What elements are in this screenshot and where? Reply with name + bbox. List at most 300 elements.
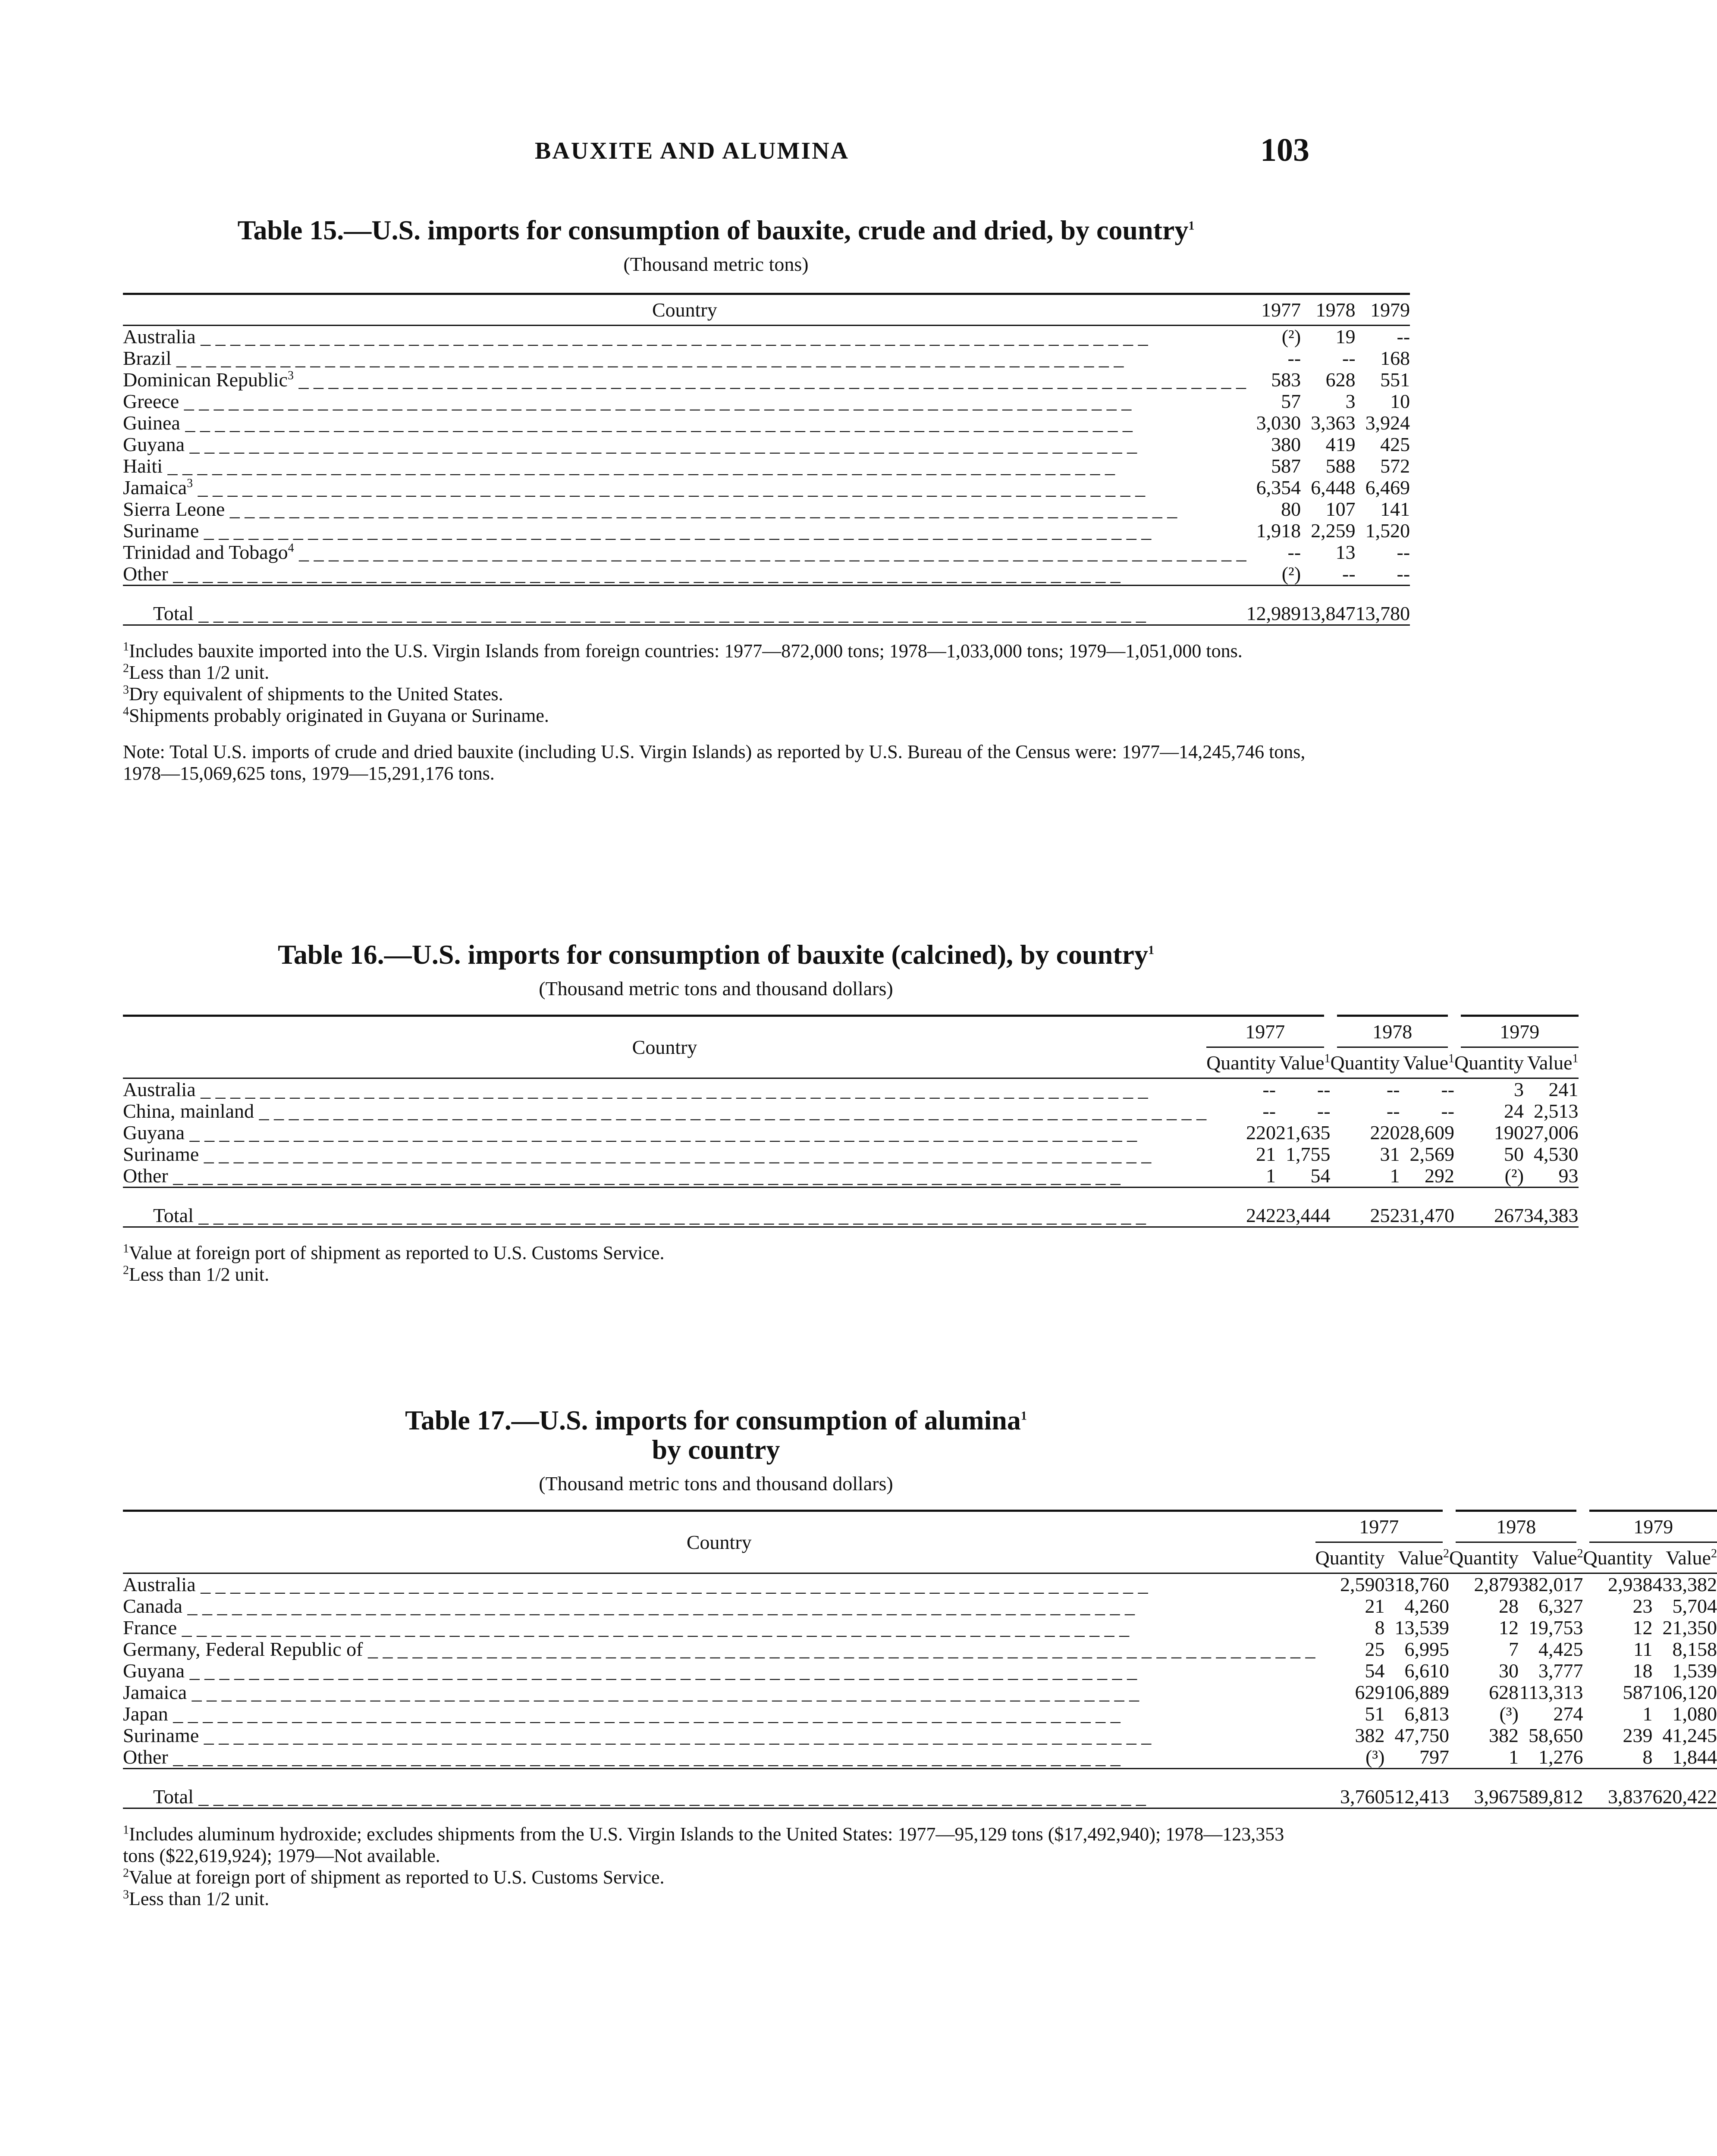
table-15-grid xyxy=(123,293,1410,626)
row-label xyxy=(123,412,1246,434)
row-label xyxy=(123,1573,1315,1596)
row-label xyxy=(123,1078,1206,1101)
table-cell: 8,158 xyxy=(1672,1638,1717,1660)
table-cell: 6,995 xyxy=(1404,1638,1449,1660)
table-cell: 587 xyxy=(1623,1681,1653,1703)
footnote-text: Shipments probably originated in Guyana or Suriname. xyxy=(129,705,549,726)
column-header xyxy=(1449,1542,1519,1573)
table-row xyxy=(123,1144,1579,1165)
table-cell: 28,609 xyxy=(1400,1122,1455,1144)
footnote-mark: 4 xyxy=(123,704,129,718)
table-row xyxy=(123,542,1410,563)
footnote-ref: 2 xyxy=(1711,1547,1717,1561)
table-cell: 19 xyxy=(1335,326,1356,348)
footnote xyxy=(123,1824,1309,1867)
table-cell: 220 xyxy=(1246,1122,1276,1144)
table-cell: 6,354 xyxy=(1256,476,1301,498)
table-row xyxy=(123,520,1410,542)
table-cell: 4,260 xyxy=(1404,1595,1449,1617)
table-17-subtitle: (Thousand metric tons and thousand dollars) xyxy=(539,1473,893,1495)
table-row xyxy=(123,1725,1717,1746)
table-cell: 1,276 xyxy=(1519,1746,1583,1769)
country-name: Jamaica xyxy=(123,476,187,498)
table-row xyxy=(123,1165,1579,1188)
table-cell: 8 xyxy=(1583,1746,1652,1769)
row-label xyxy=(123,1617,1315,1639)
table-cell: 54 xyxy=(1276,1165,1331,1188)
table-cell: 274 xyxy=(1553,1703,1583,1725)
table-cell: 50 xyxy=(1504,1143,1524,1165)
table-cell: -- xyxy=(1386,1100,1400,1122)
subheader-label: Quantity xyxy=(1449,1547,1519,1569)
table-cell: 93 xyxy=(1524,1165,1579,1188)
table-17-title: Table 17.—U.S. imports for consumption of alumina$^1$ by country xyxy=(405,1405,1027,1465)
table-cell: 3,924 xyxy=(1365,412,1410,434)
subheader-label: Quantity xyxy=(1583,1547,1653,1569)
table-cell: 292 xyxy=(1400,1165,1455,1188)
table-cell: 11 xyxy=(1633,1638,1653,1660)
footnote-mark: 1 xyxy=(123,1823,129,1836)
country-name: Guyana xyxy=(123,433,185,455)
year-header: 1979 xyxy=(1454,1016,1578,1047)
country-name: Other xyxy=(123,1165,168,1187)
subheader-label: Quantity xyxy=(1454,1052,1524,1074)
country-name: Suriname xyxy=(123,1143,199,1165)
table-cell: 1,080 xyxy=(1672,1703,1717,1725)
footnote-mark: 2 xyxy=(123,1866,129,1880)
table-cell: 242 xyxy=(1206,1188,1276,1227)
table-cell: 106,120 xyxy=(1652,1681,1717,1703)
column-header: 1978 xyxy=(1301,294,1356,326)
table-cell: 51 xyxy=(1365,1703,1385,1725)
table-cell: 2,569 xyxy=(1409,1143,1455,1165)
table-cell: 3,363 xyxy=(1311,412,1356,434)
year-header: 1978 xyxy=(1449,1511,1583,1542)
table-cell: -- xyxy=(1441,1100,1455,1122)
table-cell: 1,918 xyxy=(1256,520,1301,542)
table-cell: 797 xyxy=(1384,1746,1449,1769)
table-cell: 18 xyxy=(1632,1660,1653,1682)
row-label xyxy=(123,1639,1315,1660)
running-head: BAUXITE AND ALUMINA xyxy=(535,138,850,164)
footnote-mark: 3 xyxy=(123,683,129,696)
footnote-ref: 2 xyxy=(1443,1547,1449,1561)
table-cell: 13,780 xyxy=(1356,586,1410,625)
total-label: Total xyxy=(153,1785,194,1808)
table-16-title: Table 16.—U.S. imports for consumption of bauxite (calcined), by country$^1$ xyxy=(278,939,1154,970)
table-cell: -- xyxy=(1262,1100,1276,1122)
total-row xyxy=(123,1769,1717,1808)
table-cell: 2,590 xyxy=(1340,1573,1385,1595)
table-row xyxy=(123,1682,1717,1703)
country-name: Australia xyxy=(123,1573,196,1595)
row-label xyxy=(123,1769,1315,1808)
country-name: Greece xyxy=(123,390,179,412)
table-cell: 2,513 xyxy=(1534,1100,1579,1122)
table-cell: 41,245 xyxy=(1662,1724,1717,1746)
table-cell: 24 xyxy=(1504,1100,1524,1122)
table-cell: 54 xyxy=(1365,1660,1385,1682)
table-cell: 6,469 xyxy=(1365,476,1410,498)
year-header: 1977 xyxy=(1206,1016,1330,1047)
table-15-subtitle: (Thousand metric tons) xyxy=(623,253,809,275)
table-row xyxy=(123,1100,1579,1122)
table-cell: 512,413 xyxy=(1384,1769,1449,1808)
column-header: Country xyxy=(123,1511,1315,1573)
table-cell: 572 xyxy=(1380,455,1410,477)
table-cell: 30 xyxy=(1498,1660,1519,1682)
table-cell: -- xyxy=(1342,347,1356,369)
table-cell: 3 xyxy=(1514,1078,1524,1100)
table-cell: 1,539 xyxy=(1672,1660,1717,1682)
table-16-grid xyxy=(123,1015,1579,1228)
country-name: Sierra Leone xyxy=(123,498,225,520)
table-cell: 3,030 xyxy=(1256,412,1301,434)
footnote-mark: 1 xyxy=(123,1241,129,1255)
column-header xyxy=(1276,1047,1331,1078)
table-cell: 190 xyxy=(1494,1122,1524,1144)
row-label xyxy=(123,1682,1315,1703)
table-cell: 629 xyxy=(1355,1681,1385,1703)
table-cell: 620,422 xyxy=(1652,1769,1717,1808)
subheader-label: Value xyxy=(1398,1547,1443,1569)
column-header: 1977 xyxy=(1246,294,1301,326)
table-row xyxy=(123,498,1410,520)
table-cell: 80 xyxy=(1281,498,1301,520)
table-17-grid xyxy=(123,1510,1717,1809)
table-cell: 106,889 xyxy=(1384,1681,1449,1703)
table-cell: 113,313 xyxy=(1519,1681,1583,1703)
year-header-row xyxy=(123,1511,1717,1542)
table-cell: 31,470 xyxy=(1400,1188,1455,1227)
subheader-label: Value xyxy=(1403,1052,1449,1074)
table-15-footnotes xyxy=(123,640,1309,784)
subheader-label: Value xyxy=(1666,1547,1711,1569)
footnote-text: Less than 1/2 unit. xyxy=(129,661,270,683)
subheader-label: Value xyxy=(1527,1052,1573,1074)
table-cell: 318,760 xyxy=(1384,1573,1449,1595)
footnote-ref: 1 xyxy=(1324,1052,1331,1065)
footnote-ref: 1 xyxy=(1572,1052,1579,1065)
row-label xyxy=(123,1595,1315,1617)
footnote xyxy=(123,1264,1309,1285)
column-header xyxy=(1583,1542,1652,1573)
row-label xyxy=(123,1703,1315,1725)
country-name: Jamaica xyxy=(123,1681,187,1703)
country-name: Brazil xyxy=(123,347,172,369)
table-cell: 3,837 xyxy=(1583,1769,1652,1808)
column-header xyxy=(1315,1542,1385,1573)
table-cell: 628 xyxy=(1325,369,1356,391)
table-cell: (²) xyxy=(1281,326,1301,348)
country-name: Other xyxy=(123,1746,168,1768)
table-row xyxy=(123,369,1410,391)
table-cell: 587 xyxy=(1271,455,1301,477)
footnote-ref: 4 xyxy=(288,541,294,555)
table-cell: 47,750 xyxy=(1394,1724,1449,1746)
table-cell: 6,813 xyxy=(1404,1703,1449,1725)
table-16 xyxy=(123,939,1579,1285)
table-cell: 4,530 xyxy=(1534,1143,1579,1165)
column-header xyxy=(1519,1542,1583,1573)
country-name: Canada xyxy=(123,1595,182,1617)
table-cell: 628 xyxy=(1488,1681,1519,1703)
table-cell: 382,017 xyxy=(1518,1573,1583,1595)
country-name: Suriname xyxy=(123,1724,199,1746)
table-cell: -- xyxy=(1397,541,1410,563)
table-cell: 5,704 xyxy=(1672,1595,1717,1617)
footnote-ref: 3 xyxy=(287,369,294,382)
table-row xyxy=(123,1639,1717,1660)
table-cell: 34,383 xyxy=(1524,1188,1579,1227)
table-cell: 1 xyxy=(1642,1703,1653,1725)
row-label xyxy=(123,326,1246,348)
table-cell: 21,350 xyxy=(1662,1617,1717,1639)
row-label xyxy=(123,520,1246,542)
footnote xyxy=(123,640,1309,662)
table-cell: -- xyxy=(1262,1078,1276,1100)
footnote-ref: 1 xyxy=(1448,1052,1455,1065)
column-header: Country xyxy=(123,1016,1206,1078)
country-name: Guyana xyxy=(123,1122,185,1144)
country-name: Suriname xyxy=(123,520,199,542)
table-cell: 6,448 xyxy=(1311,476,1356,498)
table-cell: 25 xyxy=(1365,1638,1385,1660)
table-cell: 28 xyxy=(1498,1595,1519,1617)
footnote-ref: 3 xyxy=(187,476,193,490)
column-header xyxy=(1454,1047,1524,1078)
subheader-label: Value xyxy=(1279,1052,1325,1074)
table-cell: 21 xyxy=(1365,1595,1385,1617)
table-row xyxy=(123,326,1410,348)
table-cell: 8 xyxy=(1375,1617,1385,1639)
footnote-text: Value at foreign port of shipment as reported to U.S. Customs Service. xyxy=(129,1242,665,1263)
row-label xyxy=(123,434,1246,455)
table-row xyxy=(123,1078,1579,1101)
table-cell: 2,938 xyxy=(1607,1573,1653,1595)
table-cell: -- xyxy=(1441,1078,1455,1100)
row-label xyxy=(123,1660,1315,1682)
year-header: 1977 xyxy=(1315,1511,1449,1542)
subheader-label: Value xyxy=(1532,1547,1577,1569)
table-cell: 23,444 xyxy=(1276,1188,1331,1227)
row-label xyxy=(123,1725,1315,1746)
table-16-footnotes xyxy=(123,1242,1309,1285)
footnote-text: Dry equivalent of shipments to the United States. xyxy=(129,683,503,705)
row-label xyxy=(123,1165,1206,1188)
table-row xyxy=(123,1617,1717,1639)
table-cell: -- xyxy=(1386,1078,1400,1100)
row-label xyxy=(123,391,1246,412)
table-row xyxy=(123,412,1410,434)
table-cell: 31 xyxy=(1380,1143,1400,1165)
table-cell: 239 xyxy=(1623,1724,1653,1746)
row-label xyxy=(123,563,1246,586)
country-name: France xyxy=(123,1617,177,1639)
table-cell: 589,812 xyxy=(1519,1769,1583,1808)
row-label xyxy=(123,1188,1206,1227)
row-label xyxy=(123,542,1246,563)
table-cell: 382 xyxy=(1488,1724,1519,1746)
table-cell: -- xyxy=(1301,563,1356,586)
country-name: Australia xyxy=(123,1078,196,1100)
footnote xyxy=(123,1867,1309,1888)
column-header xyxy=(1384,1542,1449,1573)
table-cell: 588 xyxy=(1325,455,1356,477)
row-label xyxy=(123,455,1246,477)
page-number: 103 xyxy=(1260,132,1309,168)
table-row xyxy=(123,434,1410,455)
country-name: Guinea xyxy=(123,412,180,434)
table-cell: 141 xyxy=(1380,498,1410,520)
year-header: 1978 xyxy=(1331,1016,1454,1047)
column-header xyxy=(1524,1047,1579,1078)
footnote-mark: 1 xyxy=(123,639,129,653)
table-cell: 13,847 xyxy=(1301,586,1356,625)
table-cell: 551 xyxy=(1380,369,1410,391)
table-cell: (³) xyxy=(1315,1746,1385,1769)
column-header xyxy=(1652,1542,1717,1573)
table-cell: (³) xyxy=(1499,1703,1519,1725)
total-label: Total xyxy=(153,1204,194,1226)
footnote-text: Less than 1/2 unit. xyxy=(129,1263,270,1285)
table-row xyxy=(123,1660,1717,1682)
table-cell: -- xyxy=(1317,1078,1331,1100)
table-cell: 433,382 xyxy=(1652,1573,1717,1595)
table-cell: 3 xyxy=(1345,390,1356,412)
table-cell: 241 xyxy=(1548,1078,1579,1100)
footnote-mark: 2 xyxy=(123,1263,129,1277)
country-name: Australia xyxy=(123,326,196,348)
row-label xyxy=(123,1746,1315,1769)
table-row xyxy=(123,1746,1717,1769)
table-cell: 220 xyxy=(1370,1122,1400,1144)
table-cell: 107 xyxy=(1325,498,1356,520)
row-label xyxy=(123,1122,1206,1144)
table-cell: -- xyxy=(1287,347,1301,369)
table-cell: (²) xyxy=(1454,1165,1524,1188)
table-cell: 27,006 xyxy=(1524,1122,1579,1144)
row-label xyxy=(123,586,1246,625)
row-label xyxy=(123,498,1246,520)
table-cell: 6,327 xyxy=(1538,1595,1583,1617)
table-cell: 21 xyxy=(1256,1143,1276,1165)
table-cell: 7 xyxy=(1508,1638,1519,1660)
footnote-text: Value at foreign port of shipment as reported to U.S. Customs Service. xyxy=(129,1866,665,1888)
table-cell: 419 xyxy=(1325,433,1356,455)
table-row xyxy=(123,455,1410,477)
table-cell: 13,539 xyxy=(1394,1617,1449,1639)
table-cell: 425 xyxy=(1380,433,1410,455)
table-row xyxy=(123,563,1410,586)
row-label xyxy=(123,1144,1206,1165)
row-label xyxy=(123,369,1246,391)
table-cell: 3,777 xyxy=(1538,1660,1583,1682)
table-15-header-row xyxy=(123,294,1410,326)
subheader-label: Quantity xyxy=(1315,1547,1385,1569)
table-cell: 13 xyxy=(1335,541,1356,563)
year-header-row xyxy=(123,1016,1579,1047)
table-cell: (²) xyxy=(1246,563,1301,586)
table-row xyxy=(123,348,1410,369)
table-cell: -- xyxy=(1397,326,1410,348)
table-cell: 3,760 xyxy=(1315,1769,1385,1808)
country-name: Dominican Republic xyxy=(123,369,288,391)
table-cell: 1 xyxy=(1449,1746,1519,1769)
table-17 xyxy=(123,1405,1717,1910)
subheader-label: Quantity xyxy=(1206,1052,1276,1074)
footnote-mark: 2 xyxy=(123,661,129,675)
footnote-text: Less than 1/2 unit. xyxy=(129,1888,270,1909)
table-row xyxy=(123,1703,1717,1725)
table-cell: -- xyxy=(1287,541,1301,563)
footnote-ref: 2 xyxy=(1577,1547,1583,1561)
column-header xyxy=(1400,1047,1455,1078)
column-header: Country xyxy=(123,294,1246,326)
table-17-footnotes xyxy=(123,1824,1309,1910)
table-cell: -- xyxy=(1317,1100,1331,1122)
country-name: Guyana xyxy=(123,1660,185,1682)
table-cell: 1,755 xyxy=(1286,1143,1331,1165)
column-header: 1979 xyxy=(1356,294,1410,326)
table-cell: 21,635 xyxy=(1276,1122,1331,1144)
footnote xyxy=(123,662,1309,683)
table-cell: 12,989 xyxy=(1246,586,1301,625)
footnote xyxy=(123,683,1309,705)
total-row xyxy=(123,1188,1579,1227)
row-label xyxy=(123,1100,1206,1122)
table-cell: 2,879 xyxy=(1474,1573,1519,1595)
country-name: Trinidad and Tobago xyxy=(123,541,288,563)
table-15-title: Table 15.—U.S. imports for consumption of bauxite, crude and dried, by country$^1$ xyxy=(237,215,1195,245)
table-cell: 12 xyxy=(1498,1617,1519,1639)
column-header xyxy=(1206,1047,1276,1078)
table-15 xyxy=(123,215,1410,784)
table-cell: 19,753 xyxy=(1528,1617,1583,1639)
table-16-subtitle: (Thousand metric tons and thousand dollars) xyxy=(539,978,893,1000)
table-row xyxy=(123,391,1410,412)
table-cell: 6,610 xyxy=(1404,1660,1449,1682)
column-header xyxy=(1331,1047,1400,1078)
table-cell: 23 xyxy=(1632,1595,1653,1617)
table-15-note: Note: Total U.S. imports of crude and dried bauxite (including U.S. Virgin Islands) as reported by U.S. Bureau of the Census were: 1977—14,245,746 tons, 1978—15,069,625 tons, 1979—15,291,176 tons. xyxy=(123,741,1306,784)
table-cell: 57 xyxy=(1281,390,1301,412)
footnote-text: Includes bauxite imported into the U.S. Virgin Islands from foreign countries: 1977—872,000 tons; 1978—1,033,000 tons; 1979—1,051,000 tons. xyxy=(129,640,1243,661)
table-cell: 2,259 xyxy=(1311,520,1356,542)
table-cell: 1 xyxy=(1331,1165,1400,1188)
table-row xyxy=(123,477,1410,498)
row-label xyxy=(123,477,1246,498)
row-label xyxy=(123,348,1246,369)
country-name: Other xyxy=(123,563,168,585)
total-label: Total xyxy=(153,602,194,624)
table-cell: 583 xyxy=(1271,369,1301,391)
table-cell: 1,520 xyxy=(1365,520,1410,542)
table-cell: 382 xyxy=(1355,1724,1385,1746)
table-cell: 252 xyxy=(1331,1188,1400,1227)
table-cell: 380 xyxy=(1271,433,1301,455)
table-row xyxy=(123,1595,1717,1617)
table-cell: 267 xyxy=(1454,1188,1524,1227)
footnote xyxy=(123,1888,1309,1910)
country-name: Haiti xyxy=(123,455,163,477)
table-cell: 1 xyxy=(1206,1165,1276,1188)
table-cell: 10 xyxy=(1390,390,1410,412)
table-cell: 58,650 xyxy=(1528,1724,1583,1746)
country-name: China, mainland xyxy=(123,1100,254,1122)
footnote xyxy=(123,1242,1309,1264)
subheader-label: Quantity xyxy=(1330,1052,1400,1074)
